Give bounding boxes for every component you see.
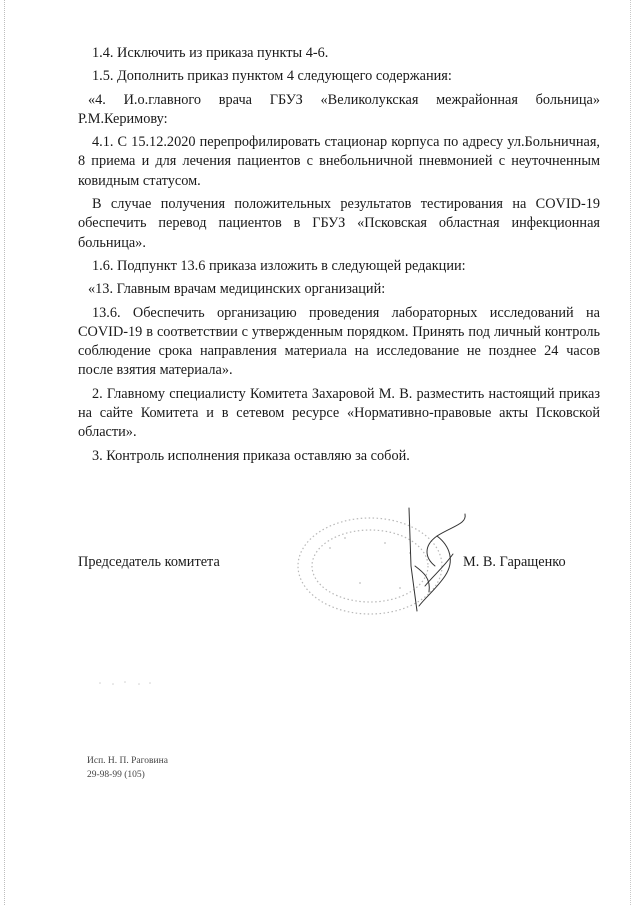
signature-row (78, 549, 600, 579)
paragraph-1-5: 1.5. Дополнить приказ пунктом 4 следующего содержания: (92, 68, 452, 85)
executor-name: Исп. Н. П. Раговина (87, 756, 168, 766)
signatory-name: М. В. Гаращенко (463, 554, 566, 570)
scan-smudge (95, 678, 155, 688)
scan-edge-right (630, 0, 632, 905)
paragraph-item-4-1: 4.1. С 15.12.2020 перепрофилировать стационар корпуса по адресу ул.Больничная, 8 приема и для лечения пациентов с внебольничной пневмонией с неуточненным ковидным статусом. (78, 134, 600, 189)
executor-phone: 29-98-99 (105) (87, 770, 145, 780)
document-body (78, 44, 600, 470)
paragraph-item-4: «4. И.о.главного врача ГБУЗ «Великолукская межрайонная больница» Р.М.Керимову: (78, 91, 600, 127)
paragraph-3: 3. Контроль исполнения приказа оставляю за собой. (92, 447, 410, 464)
executor-footer (87, 754, 168, 782)
paragraph-item-13-6: 13.6. Обеспечить организацию проведения лабораторных исследований на COVID-19 в соответствии с утвержденным порядком. Принять под личный контроль соблюдение срока направления материала на исследование не позднее 24 часов после взятия материала». (78, 304, 600, 379)
paragraph-2: 2. Главному специалисту Комитета Захаровой М. В. разместить настоящий приказ на сайте Комитета и в сетевом ресурсе «Нормативно-правовые акты Псковской области». (78, 385, 600, 441)
scan-edge-left (4, 0, 6, 905)
paragraph-1-6: 1.6. Подпункт 13.6 приказа изложить в следующей редакции: (92, 257, 466, 274)
paragraph-covid-transfer: В случае получения положительных результатов тестирования на COVID-19 обеспечить перевод пациентов в ГБУЗ «Псковская областная инфекционная больница». (78, 196, 600, 251)
paragraph-1-4: 1.4. Исключить из приказа пункты 4-6. (92, 45, 329, 61)
paragraph-item-13: «13. Главным врачам медицинских организаций: (88, 281, 386, 298)
signatory-title: Председатель комитета (78, 554, 220, 570)
